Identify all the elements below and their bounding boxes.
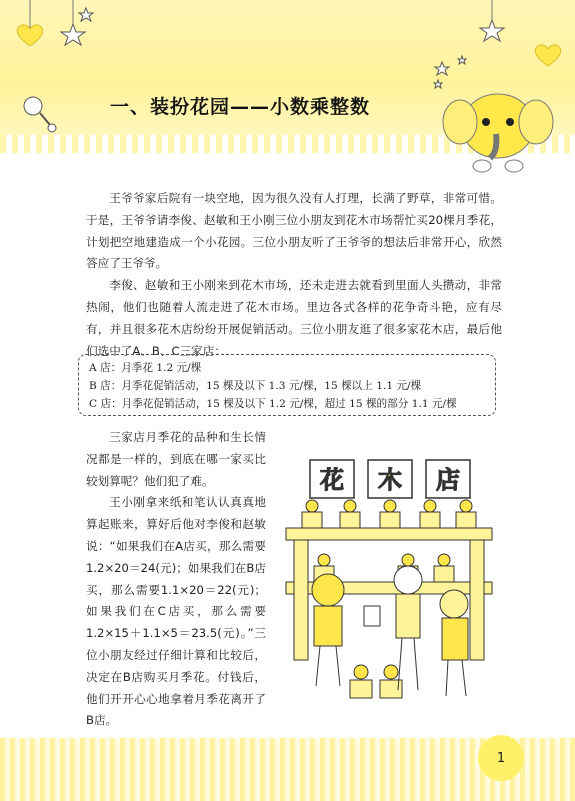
sign-char: 木 xyxy=(378,466,402,494)
paragraph-3: 三家店月季花的品种和生长情况都是一样的，到底在哪一家买比较划算呢？他们犯了难。 xyxy=(86,430,266,488)
page-number-text: 1 xyxy=(496,750,506,766)
notepad xyxy=(364,606,380,626)
star-icon xyxy=(61,24,85,45)
star-icon xyxy=(79,8,93,21)
price-line-b: B 店：月季花促销活动，15 棵及以下 1.3 元/棵，15 棵以上 1.1 元/棵 xyxy=(89,380,422,392)
price-info-box xyxy=(78,354,496,416)
paragraph-4: 王小刚拿来纸和笔认认真真地算起账来，算好后他对李俊和赵敏说：“如果我们在A店买，那么需要1.2×20＝24(元)；如果我们在B店买，那么需要1.1×20＝22(元)；如果我们在C店买，那么需要1.2×15＋1.1×5＝23.5(元)。”三位小朋友经过仔细计算和比较后，决定在B店购买月季花。付钱后，他们开开心心地拿着月季花离开了B店。 xyxy=(86,495,266,728)
star-icon xyxy=(480,20,504,41)
page-title: 一、装扮花园——小数乘整数 xyxy=(110,96,371,118)
heart-icon xyxy=(17,25,43,46)
sign-char: 店 xyxy=(436,466,460,494)
page-number xyxy=(478,735,524,781)
heart-icon xyxy=(535,45,561,66)
shelf-post xyxy=(470,540,484,660)
star-icon xyxy=(458,56,466,64)
paragraph-1: 王爷爷家后院有一块空地，因为很久没有人打理，长满了野草，非常可惜。于是，王爷爷请李俊、赵敏和王小刚三位小朋友到花木市场帮忙买20棵月季花，计划把空地建造成一个小花园。三位小朋友听了王爷爷的想法后非常开心，欣然答应了王爷爷。 xyxy=(86,191,502,271)
elephant-icon xyxy=(438,78,558,173)
price-line-c: C 店：月季花促销活动，15 棵及以下 1.2 元/棵，超过 15 棵的部分 1.1 元/棵 xyxy=(89,398,457,410)
intro-text xyxy=(86,188,502,362)
shelf xyxy=(286,528,492,540)
sign-char: 花 xyxy=(320,466,344,494)
flower-shop-illustration xyxy=(280,440,498,710)
rattle-icon xyxy=(24,97,42,115)
paragraph-2: 李俊、赵敏和王小刚来到花木市场，还未走进去就看到里面人头攒动，非常热闹，他们也随着人流走进了花木市场。里边各式各样的花争奇斗艳，应有尽有，并且很多花木店纷纷开展促销活动。三位小朋友逛了很多家花木店，最后他们选中了A、B、C三家店： xyxy=(86,278,502,358)
shelf-post xyxy=(294,540,308,660)
price-line-a: A 店：月季花 1.2 元/棵 xyxy=(89,362,202,374)
story-column xyxy=(86,427,266,732)
star-icon xyxy=(435,62,449,75)
